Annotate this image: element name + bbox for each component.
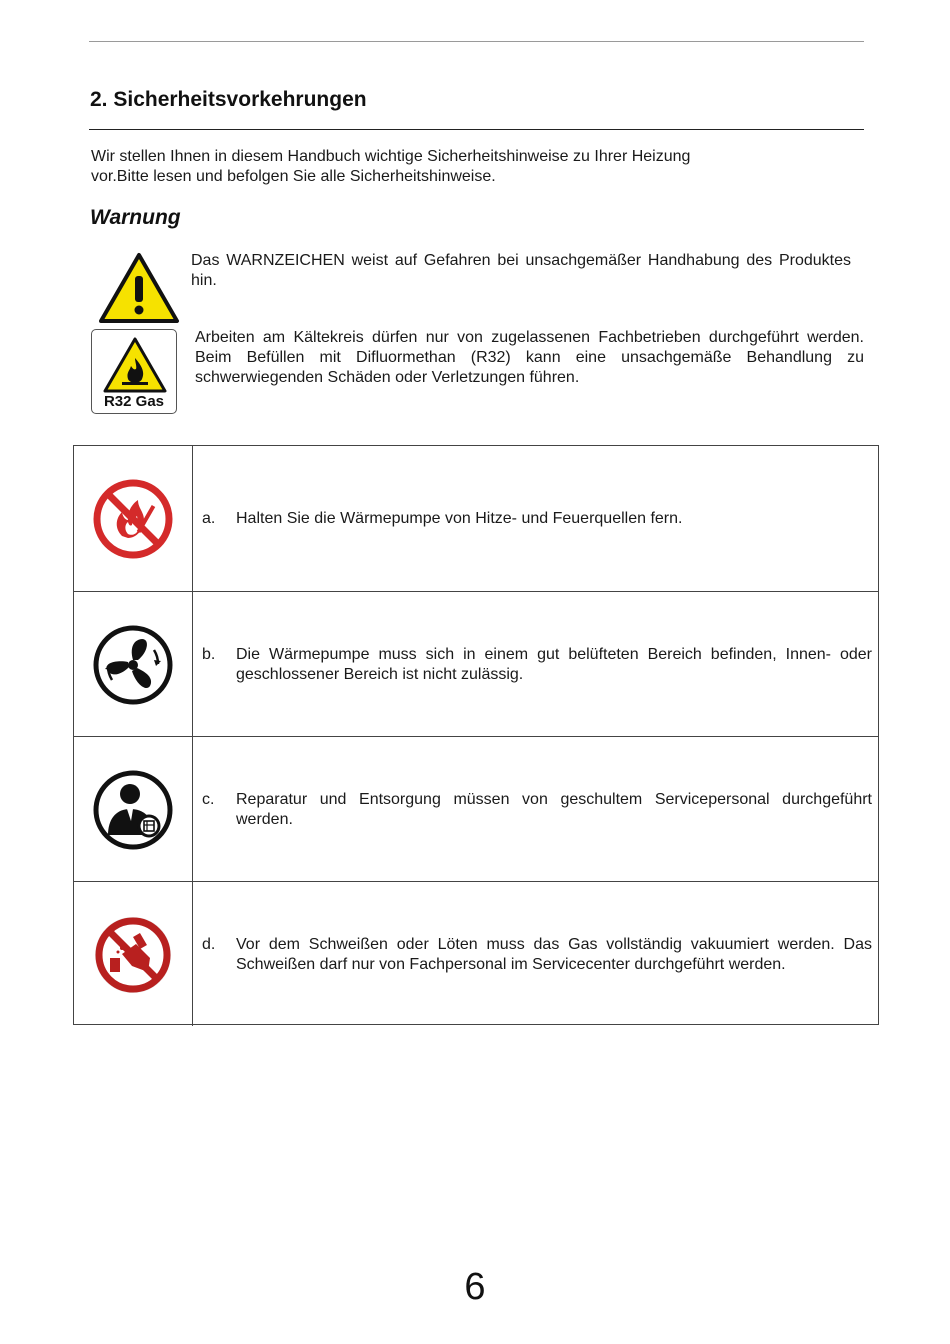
safety-rules-table xyxy=(73,445,879,1025)
intro-text: Wir stellen Ihnen in diesem Handbuch wichtige Sicherheitshinweise zu Ihrer Heizung vor.Bitte lesen und befolgen Sie alle Sicherheitshinweise. xyxy=(91,148,691,185)
rule-letter: b. xyxy=(202,646,216,663)
service-technician-icon xyxy=(92,769,174,851)
warning-triangle-icon xyxy=(98,252,180,324)
table-row xyxy=(74,591,878,736)
r32-gas-label-box xyxy=(91,329,177,414)
no-fire-icon xyxy=(92,478,174,560)
table-row xyxy=(74,881,878,1026)
title-rule xyxy=(89,129,864,130)
table-row xyxy=(74,446,878,591)
icon-cell xyxy=(74,446,193,591)
icon-cell xyxy=(74,882,193,1026)
rule-text: Vor dem Schweißen oder Löten muss das Gas vollständig vakuumiert werden. Das Schweißen darf nur von Fachpersonal im Servicecenter durchgeführt werden. xyxy=(236,936,872,973)
rule-text: Die Wärmepumpe muss sich in einem gut belüfteten Bereich befinden, Innen- oder geschlossener Bereich ist nicht zulässig. xyxy=(236,646,872,683)
warning-sign-text: Das WARNZEICHEN weist auf Gefahren bei unsachgemäßer Handhabung des Produktes hin. xyxy=(191,252,851,289)
icon-cell xyxy=(74,592,193,736)
rule-letter: a. xyxy=(202,510,216,527)
icon-cell xyxy=(74,737,193,881)
rule-letter: c. xyxy=(202,791,215,808)
rule-text: Halten Sie die Wärmepumpe von Hitze- und Feuerquellen fern. xyxy=(236,510,683,527)
rule-text: Reparatur und Entsorgung müssen von geschultem Servicepersonal durchgeführt werden. xyxy=(236,791,872,828)
r32-gas-label: R32 Gas xyxy=(103,393,165,410)
header-rule xyxy=(89,41,864,42)
ventilation-fan-icon xyxy=(92,624,174,706)
section-title: 2. Sicherheitsvorkehrungen xyxy=(90,88,367,111)
no-welding-icon xyxy=(92,914,174,996)
warning-heading: Warnung xyxy=(90,206,181,229)
page-number: 6 xyxy=(464,1266,486,1308)
r32-warning-text: Arbeiten am Kältekreis dürfen nur von zugelassenen Fachbetrieben durchgeführt werden. Beim Befüllen mit Difluormethan (R32) kann eine unsachgemäße Behandlung zu schwerwiegenden Schäden oder Verletzungen führen. xyxy=(195,329,864,386)
rule-letter: d. xyxy=(202,936,216,953)
table-row xyxy=(74,736,878,881)
flammable-icon xyxy=(102,336,168,394)
